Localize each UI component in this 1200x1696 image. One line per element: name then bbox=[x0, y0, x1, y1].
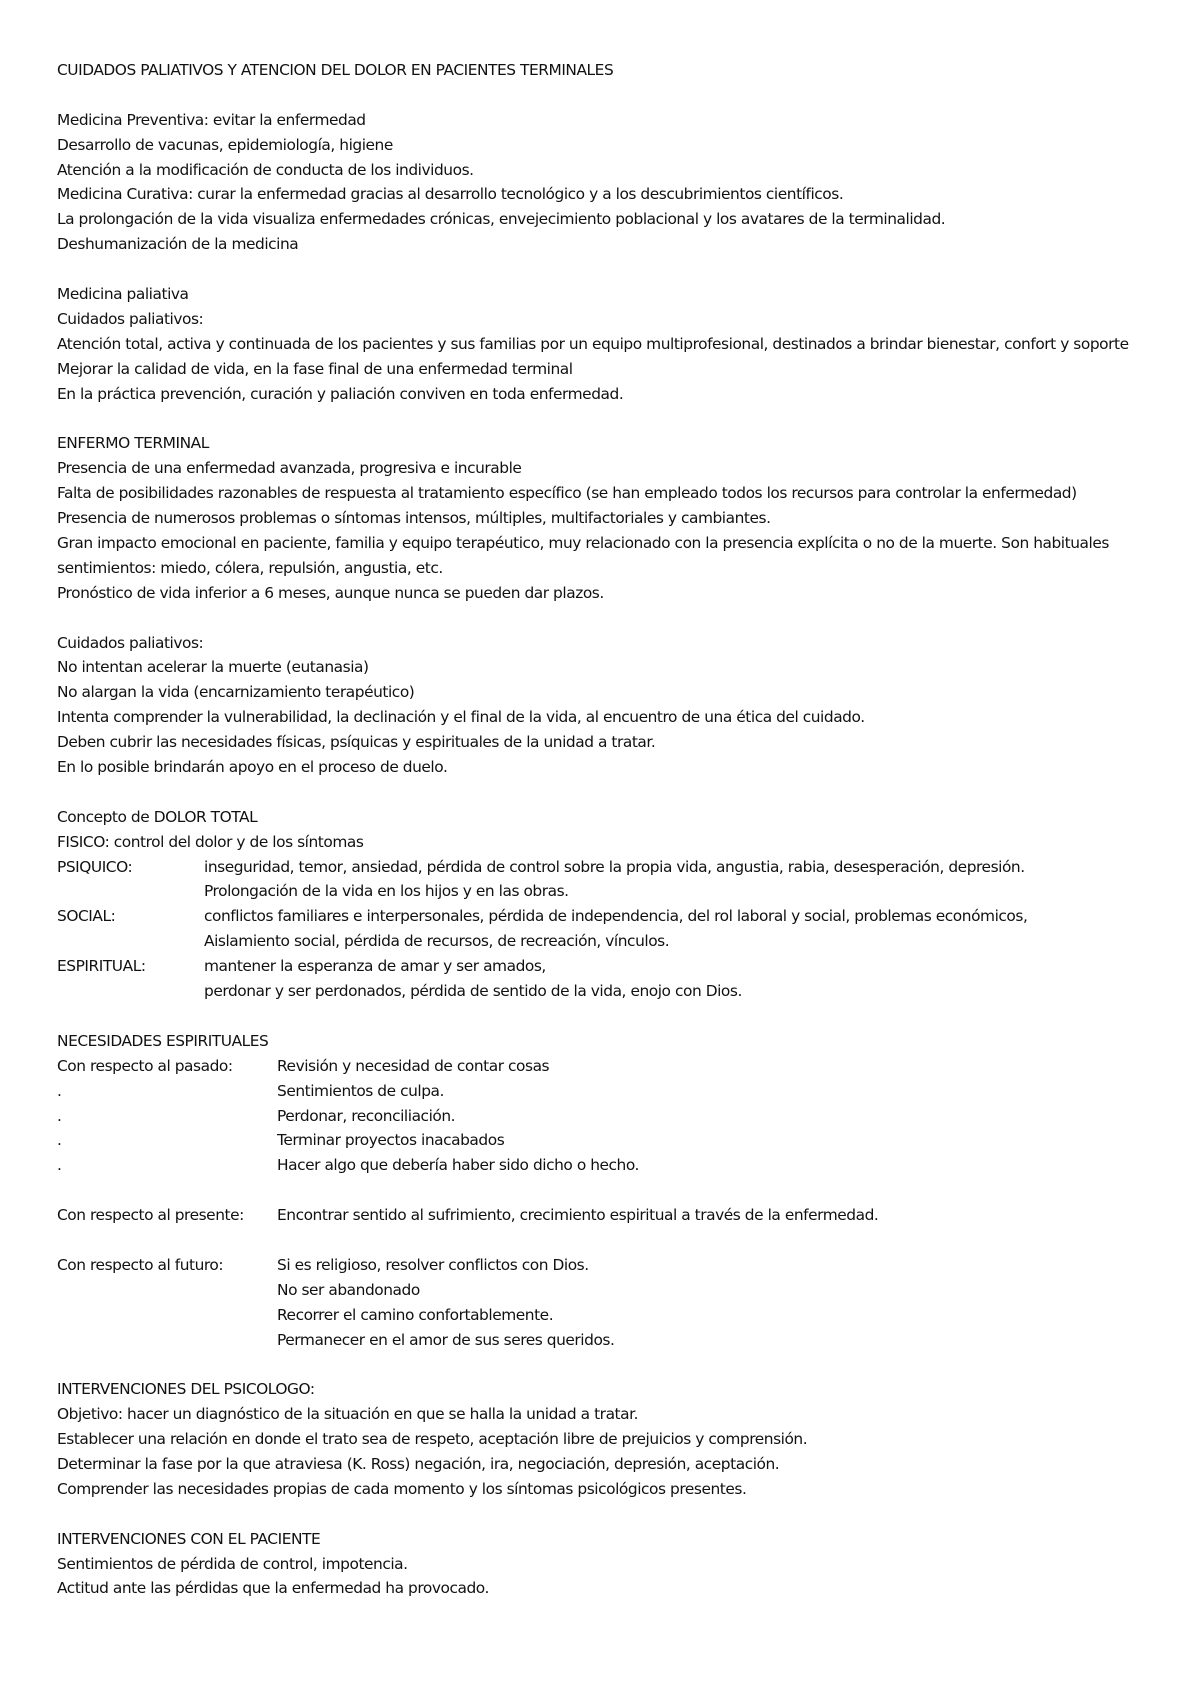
dolor-detail: Prolongación de la vida en los hijos y en las obras. bbox=[204, 882, 569, 901]
section-enfermo-terminal bbox=[57, 431, 1157, 605]
necesidad-dot: . bbox=[57, 1081, 62, 1100]
paragraph-line: Medicina Preventiva: evitar la enfermedad bbox=[57, 110, 366, 129]
dolor-detail: conflictos familiares e interpersonales, pérdida de independencia, del rol laboral y social, problemas económicos, bbox=[204, 907, 1028, 926]
paragraph-line: Presencia de una enfermedad avanzada, progresiva e incurable bbox=[57, 459, 522, 478]
paragraph-line: Objetivo: hacer un diagnóstico de la situación en que se halla la unidad a tratar. bbox=[57, 1405, 639, 1424]
section-heading: NECESIDADES ESPIRITUALES bbox=[57, 1031, 269, 1050]
necesidad-item: Perdonar, reconciliación. bbox=[277, 1106, 456, 1125]
paragraph-line: Atención a la modificación de conducta de los individuos. bbox=[57, 160, 474, 179]
section-intervenciones-psicologo bbox=[57, 1377, 1157, 1501]
paragraph-line: En lo posible brindarán apoyo en el proceso de duelo. bbox=[57, 758, 448, 776]
paragraph-line: Deben cubrir las necesidades físicas, psíquicas y espirituales de la unidad a tratar. bbox=[57, 733, 656, 752]
necesidad-item: Terminar proyectos inacabados bbox=[277, 1131, 505, 1150]
section-necesidades-espirituales bbox=[57, 1029, 1157, 1353]
necesidad-label: Con respecto al presente: bbox=[57, 1206, 244, 1225]
paragraph-line: Sentimientos de pérdida de control, impotencia. bbox=[57, 1554, 408, 1573]
section-heading: INTERVENCIONES CON EL PACIENTE bbox=[57, 1529, 321, 1548]
paragraph-line: La prolongación de la vida visualiza enfermedades crónicas, envejecimiento poblacional y los avatares de la terminalidad. bbox=[57, 210, 946, 229]
dolor-label: PSIQUICO: bbox=[57, 857, 133, 876]
dolor-label: SOCIAL: bbox=[57, 907, 116, 926]
dolor-detail: mantener la esperanza de amar y ser amados, bbox=[204, 957, 546, 976]
necesidad-row bbox=[57, 1328, 1157, 1353]
necesidad-row bbox=[57, 1054, 1157, 1079]
dolor-detail: perdonar y ser perdonados, pérdida de sentido de la vida, enojo con Dios. bbox=[204, 982, 742, 1001]
document-title: CUIDADOS PALIATIVOS Y ATENCION DEL DOLOR EN PACIENTES TERMINALES bbox=[57, 61, 614, 79]
section-subheading: Cuidados paliativos: bbox=[57, 309, 204, 328]
document-body bbox=[57, 58, 1157, 1601]
paragraph-line: En la práctica prevención, curación y paliación conviven en toda enfermedad. bbox=[57, 384, 624, 403]
paragraph-line: No alargan la vida (encarnizamiento terapéutico) bbox=[57, 683, 415, 702]
paragraph-line: Presencia de numerosos problemas o síntomas intensos, múltiples, multifactoriales y cambiantes. bbox=[57, 509, 771, 528]
paragraph-line: Establecer una relación en donde el trato sea de respeto, aceptación libre de prejuicios y comprensión. bbox=[57, 1430, 808, 1449]
necesidad-row bbox=[57, 1153, 1157, 1178]
section-heading: Concepto de DOLOR TOTAL bbox=[57, 807, 258, 826]
necesidad-row bbox=[57, 1278, 1157, 1303]
necesidad-item: Encontrar sentido al sufrimiento, crecimiento espiritual a través de la enfermedad. bbox=[277, 1206, 879, 1225]
paragraph-line: Actitud ante las pérdidas que la enfermedad ha provocado. bbox=[57, 1579, 489, 1598]
paragraph-line: Medicina Curativa: curar la enfermedad gracias al desarrollo tecnológico y a los descubrimientos científicos. bbox=[57, 185, 844, 204]
necesidad-row bbox=[57, 1104, 1157, 1129]
necesidad-dot: . bbox=[57, 1156, 62, 1175]
section-dolor-total bbox=[57, 805, 1157, 1004]
dolor-label: ESPIRITUAL: bbox=[57, 957, 146, 976]
necesidad-item: Si es religioso, resolver conflictos con Dios. bbox=[277, 1255, 589, 1274]
section-medicina-paliativa bbox=[57, 282, 1157, 406]
necesidad-item: Recorrer el camino confortablemente. bbox=[277, 1305, 554, 1324]
necesidad-row bbox=[57, 1079, 1157, 1104]
section-heading: Medicina paliativa bbox=[57, 285, 189, 304]
necesidad-row bbox=[57, 1203, 1157, 1228]
necesidad-dot: . bbox=[57, 1106, 62, 1125]
necesidad-row bbox=[57, 1128, 1157, 1153]
paragraph-line: Gran impacto emocional en paciente, familia y equipo terapéutico, muy relacionado con la presencia explícita o no de la muerte. Son habituales sentimientos: miedo, cólera, repulsión, angustia, etc. bbox=[57, 533, 1109, 577]
necesidad-row bbox=[57, 1253, 1157, 1278]
dolor-detail: inseguridad, temor, ansiedad, pérdida de control sobre la propia vida, angustia, rabia, desesperación, depresión. bbox=[204, 857, 1025, 876]
necesidad-label: Con respecto al futuro: bbox=[57, 1255, 224, 1274]
necesidad-label: Con respecto al pasado: bbox=[57, 1056, 233, 1075]
paragraph-line: Atención total, activa y continuada de los pacientes y sus familias por un equipo multiprofesional, destinados a brindar bienestar, confort y soporte bbox=[57, 334, 1129, 353]
necesidad-item: Hacer algo que debería haber sido dicho o hecho. bbox=[277, 1156, 640, 1175]
paragraph-line: Determinar la fase por la que atraviesa (K. Ross) negación, ira, negociación, depresión, aceptación. bbox=[57, 1454, 780, 1473]
dolor-espiritual bbox=[57, 954, 1157, 1004]
section-heading: Cuidados paliativos: bbox=[57, 633, 204, 652]
paragraph-line: Falta de posibilidades razonables de respuesta al tratamiento específico (se han empleado todos los recursos para controlar la enfermedad) bbox=[57, 484, 1077, 503]
paragraph-line: Intenta comprender la vulnerabilidad, la declinación y el final de la vida, al encuentro de una ética del cuidado. bbox=[57, 708, 865, 727]
necesidad-item: Sentimientos de culpa. bbox=[277, 1081, 444, 1100]
dolor-psiquico bbox=[57, 855, 1157, 905]
section-medicina bbox=[57, 108, 1157, 257]
dolor-social bbox=[57, 904, 1157, 954]
section-cuidados-paliativos bbox=[57, 631, 1157, 780]
necesidad-item: Revisión y necesidad de contar cosas bbox=[277, 1056, 550, 1075]
paragraph-line: Desarrollo de vacunas, epidemiología, higiene bbox=[57, 135, 393, 154]
paragraph-line: Comprender las necesidades propias de cada momento y los síntomas psicológicos presentes. bbox=[57, 1479, 747, 1498]
paragraph-line: Deshumanización de la medicina bbox=[57, 235, 299, 254]
section-heading: ENFERMO TERMINAL bbox=[57, 434, 209, 453]
section-intervenciones-paciente bbox=[57, 1527, 1157, 1602]
dolor-detail: Aislamiento social, pérdida de recursos, de recreación, vínculos. bbox=[204, 932, 670, 951]
necesidad-row bbox=[57, 1303, 1157, 1328]
section-heading: INTERVENCIONES DEL PSICOLOGO: bbox=[57, 1380, 315, 1399]
paragraph-line: Pronóstico de vida inferior a 6 meses, aunque nunca se pueden dar plazos. bbox=[57, 583, 604, 602]
necesidad-item: No ser abandonado bbox=[277, 1280, 420, 1299]
necesidad-item: Permanecer en el amor de sus seres queridos. bbox=[277, 1330, 615, 1349]
paragraph-line: No intentan acelerar la muerte (eutanasia) bbox=[57, 658, 369, 677]
paragraph-line: Mejorar la calidad de vida, en la fase final de una enfermedad terminal bbox=[57, 359, 573, 378]
dolor-fisico: FISICO: control del dolor y de los síntomas bbox=[57, 832, 364, 851]
necesidad-dot: . bbox=[57, 1131, 62, 1150]
